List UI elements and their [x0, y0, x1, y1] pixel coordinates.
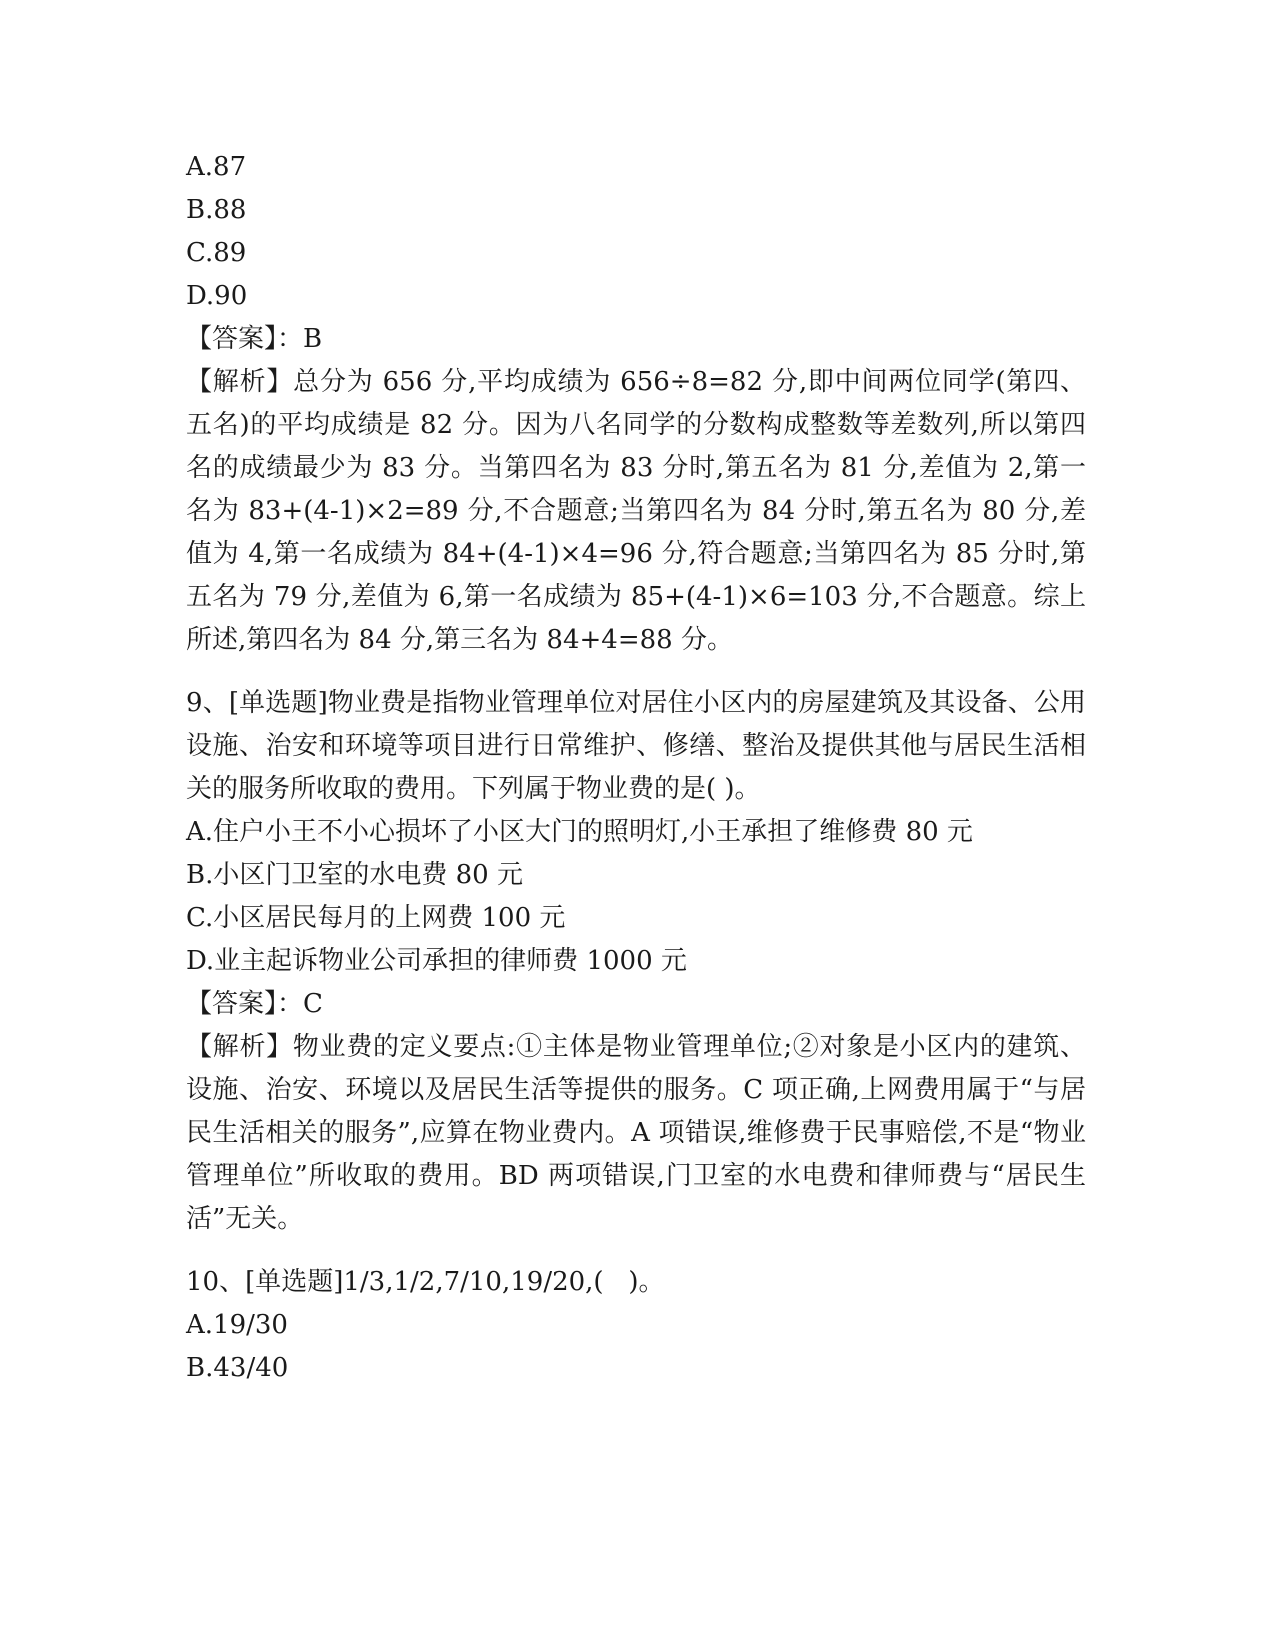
option-b: B.43/40 — [186, 1353, 289, 1383]
question-text: 10、[单选题]1/3,1/2,7/10,19/20,( )。 — [186, 1267, 665, 1297]
question-8-block — [186, 146, 1086, 662]
option-d: D.业主起诉物业公司承担的律师费 1000 元 — [186, 946, 687, 976]
analysis-paragraph: 【解析】物业费的定义要点:①主体是物业管理单位;②对象是小区内的建筑、设施、治安、环境以及居民生活等提供的服务。C 项正确,上网费用属于“与居民生活相关的服务”,应算在物业费内。A 项错误,维修费于民事赔偿,不是“物业管理单位”所收取的费用。BD 两项错误,门卫室的水电费和律师费与“居民生活”无关。 — [186, 1032, 1086, 1234]
option-a: A.住户小王不小心损坏了小区大门的照明灯,小王承担了维修费 80 元 — [186, 817, 973, 847]
analysis-paragraph: 【解析】总分为 656 分,平均成绩为 656÷8=82 分,即中间两位同学(第四、五名)的平均成绩是 82 分。因为八名同学的分数构成整数等差数列,所以第四名的成绩最少为 83 分。当第四名为 83 分时,第五名为 81 分,差值为 2,第一名为 83+(4-1)×2=89 分,不合题意;当第四名为 84 分时,第五名为 80 分,差值为 4,第一名成绩为 84+(4-1)×4=96 分,符合题意;当第四名为 85 分时,第五名为 79 分,差值为 6,第一名成绩为 85+(4-1)×6=103 分,不合题意。综上所述,第四名为 84 分,第三名为 84+4=88 分。 — [186, 367, 1086, 655]
option-b: B.小区门卫室的水电费 80 元 — [186, 860, 523, 890]
option-a: A.19/30 — [186, 1310, 288, 1340]
option-d: D.90 — [186, 281, 248, 311]
answer-line: 【答案】：C — [186, 989, 323, 1019]
answer-line: 【答案】：B — [186, 324, 323, 354]
option-c: C.小区居民每月的上网费 100 元 — [186, 903, 566, 933]
option-c: C.89 — [186, 238, 247, 268]
document-page — [186, 146, 1086, 1390]
option-b: B.88 — [186, 195, 247, 225]
question-9-block — [186, 682, 1086, 1241]
question-10-block — [186, 1261, 1086, 1390]
option-a: A.87 — [186, 152, 247, 182]
question-text: 9、[单选题]物业费是指物业管理单位对居住小区内的房屋建筑及其设备、公用设施、治安和环境等项目进行日常维护、修缮、整治及提供其他与居民生活相关的服务所收取的费用。下列属于物业费的是( )。 — [186, 688, 1086, 804]
